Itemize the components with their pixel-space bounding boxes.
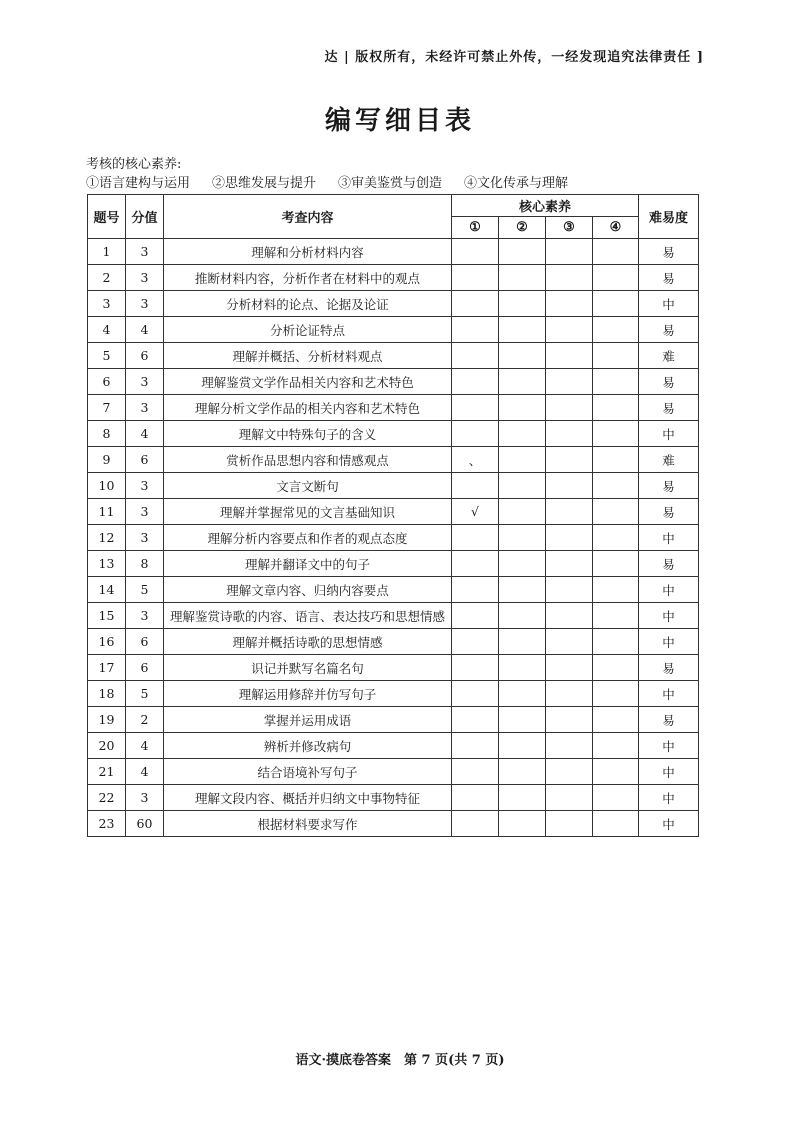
table-row: [88, 291, 699, 317]
cell-core-4: [593, 265, 639, 291]
cell-difficulty: 易: [639, 369, 699, 395]
cell-core-1: [452, 681, 499, 707]
copyright-note: 达 | 版权所有，未经许可禁止外传，一经发现追究法律责任 ]: [324, 50, 704, 65]
cell-difficulty: 易: [639, 239, 699, 265]
cell-core-4: [593, 655, 639, 681]
cell-num: 2: [88, 265, 126, 291]
specification-table: [87, 194, 699, 837]
cell-core-4: [593, 629, 639, 655]
cell-score: 4: [126, 421, 164, 447]
cell-content: 理解鉴赏文学作品相关内容和艺术特色: [164, 369, 452, 395]
cell-core-2: [499, 395, 546, 421]
cell-num: 5: [88, 343, 126, 369]
cell-num: 4: [88, 317, 126, 343]
cell-core-4: [593, 369, 639, 395]
cell-core-3: [546, 603, 593, 629]
table-row: [88, 551, 699, 577]
table-row: [88, 603, 699, 629]
cell-content: 掌握并运用成语: [164, 707, 452, 733]
cell-score: 6: [126, 343, 164, 369]
table-row: [88, 759, 699, 785]
cell-content: 推断材料内容，分析作者在材料中的观点: [164, 265, 452, 291]
cell-core-2: [499, 369, 546, 395]
header-core-1: ①: [452, 217, 499, 239]
cell-core-2: [499, 421, 546, 447]
cell-core-2: [499, 551, 546, 577]
cell-core-4: [593, 577, 639, 603]
cell-core-1: √: [452, 499, 499, 525]
cell-content: 理解并翻译文中的句子: [164, 551, 452, 577]
cell-score: 6: [126, 655, 164, 681]
cell-difficulty: 易: [639, 707, 699, 733]
table-row: [88, 239, 699, 265]
cell-content: 理解运用修辞并仿写句子: [164, 681, 452, 707]
table-row: [88, 317, 699, 343]
cell-core-1: [452, 421, 499, 447]
cell-num: 13: [88, 551, 126, 577]
cell-core-3: [546, 811, 593, 837]
cell-content: 理解分析文学作品的相关内容和艺术特色: [164, 395, 452, 421]
cell-num: 19: [88, 707, 126, 733]
core-literacy-list: [86, 172, 568, 191]
cell-core-2: [499, 291, 546, 317]
cell-core-4: [593, 473, 639, 499]
cell-difficulty: 中: [639, 759, 699, 785]
cell-core-1: [452, 811, 499, 837]
cell-core-4: [593, 785, 639, 811]
header-core-4: ④: [593, 217, 639, 239]
cell-core-3: [546, 265, 593, 291]
cell-core-4: [593, 499, 639, 525]
cell-core-1: [452, 603, 499, 629]
cell-score: 5: [126, 577, 164, 603]
table-row: [88, 785, 699, 811]
cell-core-3: [546, 785, 593, 811]
cell-difficulty: 中: [639, 681, 699, 707]
cell-core-3: [546, 421, 593, 447]
cell-core-4: [593, 681, 639, 707]
cell-difficulty: 中: [639, 785, 699, 811]
cell-core-2: [499, 707, 546, 733]
cell-num: 22: [88, 785, 126, 811]
cell-core-2: [499, 655, 546, 681]
cell-content: 理解和分析材料内容: [164, 239, 452, 265]
cell-difficulty: 易: [639, 265, 699, 291]
header-core-2: ②: [499, 217, 546, 239]
core-literacy-label: 考核的核心素养:: [86, 157, 182, 172]
cell-content: 赏析作品思想内容和情感观点: [164, 447, 452, 473]
cell-core-3: [546, 317, 593, 343]
cell-core-3: [546, 395, 593, 421]
table-row: [88, 447, 699, 473]
cell-core-3: [546, 733, 593, 759]
cell-core-3: [546, 369, 593, 395]
table-row: [88, 525, 699, 551]
header-core: 核心素养: [452, 195, 639, 217]
table-row: [88, 499, 699, 525]
cell-content: 理解文段内容、概括并归纳文中事物特征: [164, 785, 452, 811]
cell-num: 9: [88, 447, 126, 473]
cell-difficulty: 中: [639, 421, 699, 447]
cell-core-1: [452, 317, 499, 343]
cell-content: 分析论证特点: [164, 317, 452, 343]
cell-num: 20: [88, 733, 126, 759]
cell-difficulty: 易: [639, 395, 699, 421]
cell-core-1: [452, 291, 499, 317]
header-content: 考查内容: [164, 195, 452, 239]
cell-core-1: [452, 785, 499, 811]
cell-core-4: [593, 291, 639, 317]
cell-core-3: [546, 629, 593, 655]
cell-core-1: [452, 395, 499, 421]
table-row: [88, 473, 699, 499]
cell-core-2: [499, 473, 546, 499]
table-row: [88, 577, 699, 603]
cell-score: 3: [126, 265, 164, 291]
core-item-2: ②思维发展与提升: [212, 176, 317, 191]
page-title: 编写细目表: [324, 106, 475, 136]
cell-difficulty: 易: [639, 499, 699, 525]
cell-core-4: [593, 239, 639, 265]
cell-core-4: [593, 317, 639, 343]
cell-score: 3: [126, 473, 164, 499]
header-score: 分值: [126, 195, 164, 239]
cell-core-3: [546, 473, 593, 499]
cell-difficulty: 难: [639, 343, 699, 369]
cell-num: 10: [88, 473, 126, 499]
cell-core-3: [546, 499, 593, 525]
cell-core-4: [593, 707, 639, 733]
table-row: [88, 655, 699, 681]
cell-core-4: [593, 421, 639, 447]
cell-core-2: [499, 525, 546, 551]
cell-core-4: [593, 551, 639, 577]
cell-num: 18: [88, 681, 126, 707]
cell-core-3: [546, 343, 593, 369]
table-row: [88, 733, 699, 759]
cell-difficulty: 中: [639, 811, 699, 837]
cell-core-2: [499, 447, 546, 473]
cell-core-2: [499, 343, 546, 369]
cell-core-2: [499, 577, 546, 603]
cell-core-2: [499, 603, 546, 629]
cell-core-3: [546, 447, 593, 473]
cell-core-1: [452, 707, 499, 733]
cell-num: 16: [88, 629, 126, 655]
cell-score: 2: [126, 707, 164, 733]
cell-difficulty: 中: [639, 603, 699, 629]
cell-content: 识记并默写名篇名句: [164, 655, 452, 681]
cell-score: 3: [126, 369, 164, 395]
cell-num: 17: [88, 655, 126, 681]
cell-core-1: [452, 343, 499, 369]
cell-core-1: [452, 265, 499, 291]
cell-content: 理解分析内容要点和作者的观点态度: [164, 525, 452, 551]
cell-core-1: [452, 551, 499, 577]
cell-num: 14: [88, 577, 126, 603]
cell-score: 3: [126, 395, 164, 421]
cell-difficulty: 中: [639, 577, 699, 603]
cell-core-2: [499, 629, 546, 655]
cell-core-4: [593, 343, 639, 369]
cell-score: 4: [126, 759, 164, 785]
table-row: [88, 395, 699, 421]
cell-core-4: [593, 759, 639, 785]
cell-core-4: [593, 447, 639, 473]
cell-core-3: [546, 759, 593, 785]
cell-core-2: [499, 265, 546, 291]
table-row: [88, 421, 699, 447]
cell-core-3: [546, 681, 593, 707]
cell-core-3: [546, 551, 593, 577]
cell-core-1: [452, 629, 499, 655]
cell-core-1: 、: [452, 447, 499, 473]
cell-score: 5: [126, 681, 164, 707]
cell-core-3: [546, 525, 593, 551]
cell-score: 3: [126, 291, 164, 317]
cell-num: 11: [88, 499, 126, 525]
cell-difficulty: 中: [639, 525, 699, 551]
cell-core-3: [546, 239, 593, 265]
cell-score: 3: [126, 239, 164, 265]
cell-content: 理解鉴赏诗歌的内容、语言、表达技巧和思想情感: [164, 603, 452, 629]
cell-core-2: [499, 785, 546, 811]
cell-score: 8: [126, 551, 164, 577]
cell-core-2: [499, 317, 546, 343]
cell-content: 结合语境补写句子: [164, 759, 452, 785]
cell-core-1: [452, 733, 499, 759]
table-row: [88, 681, 699, 707]
cell-num: 7: [88, 395, 126, 421]
cell-content: 理解并掌握常见的文言基础知识: [164, 499, 452, 525]
table-row: [88, 343, 699, 369]
cell-core-1: [452, 759, 499, 785]
cell-content: 辨析并修改病句: [164, 733, 452, 759]
cell-score: 3: [126, 525, 164, 551]
cell-difficulty: 中: [639, 733, 699, 759]
cell-difficulty: 易: [639, 551, 699, 577]
cell-score: 6: [126, 629, 164, 655]
header-core-3: ③: [546, 217, 593, 239]
table-row: [88, 707, 699, 733]
cell-num: 3: [88, 291, 126, 317]
cell-core-1: [452, 577, 499, 603]
cell-core-4: [593, 395, 639, 421]
cell-num: 8: [88, 421, 126, 447]
table-row: [88, 629, 699, 655]
cell-difficulty: 中: [639, 629, 699, 655]
cell-core-4: [593, 811, 639, 837]
table-row: [88, 369, 699, 395]
core-item-4: ④文化传承与理解: [464, 176, 569, 191]
cell-content: 理解文章内容、归纳内容要点: [164, 577, 452, 603]
cell-difficulty: 易: [639, 655, 699, 681]
core-item-3: ③审美鉴赏与创造: [338, 176, 443, 191]
cell-score: 4: [126, 317, 164, 343]
table-row: [88, 811, 699, 837]
cell-core-3: [546, 707, 593, 733]
cell-num: 1: [88, 239, 126, 265]
cell-content: 文言文断句: [164, 473, 452, 499]
header-difficulty: 难易度: [639, 195, 699, 239]
cell-difficulty: 易: [639, 473, 699, 499]
cell-core-1: [452, 655, 499, 681]
cell-difficulty: 难: [639, 447, 699, 473]
cell-core-1: [452, 525, 499, 551]
cell-core-2: [499, 681, 546, 707]
header-num: 题号: [88, 195, 126, 239]
page-footer: 语文·摸底卷答案 第 7 页(共 7 页): [295, 1053, 505, 1068]
cell-score: 6: [126, 447, 164, 473]
cell-core-4: [593, 603, 639, 629]
cell-core-2: [499, 733, 546, 759]
cell-core-4: [593, 525, 639, 551]
cell-core-2: [499, 759, 546, 785]
cell-score: 3: [126, 499, 164, 525]
cell-num: 15: [88, 603, 126, 629]
cell-core-2: [499, 811, 546, 837]
cell-core-2: [499, 499, 546, 525]
cell-core-3: [546, 655, 593, 681]
cell-content: 理解并概括诗歌的思想情感: [164, 629, 452, 655]
cell-score: 60: [126, 811, 164, 837]
cell-num: 23: [88, 811, 126, 837]
cell-num: 21: [88, 759, 126, 785]
cell-score: 4: [126, 733, 164, 759]
cell-num: 12: [88, 525, 126, 551]
core-item-1: ①语言建构与运用: [86, 176, 191, 191]
cell-core-2: [499, 239, 546, 265]
table-row: [88, 265, 699, 291]
cell-content: 理解并概括、分析材料观点: [164, 343, 452, 369]
cell-difficulty: 易: [639, 317, 699, 343]
cell-core-3: [546, 577, 593, 603]
cell-core-1: [452, 239, 499, 265]
cell-core-4: [593, 733, 639, 759]
cell-content: 理解文中特殊句子的含义: [164, 421, 452, 447]
cell-content: 分析材料的论点、论据及论证: [164, 291, 452, 317]
cell-core-1: [452, 369, 499, 395]
cell-content: 根据材料要求写作: [164, 811, 452, 837]
cell-difficulty: 中: [639, 291, 699, 317]
cell-core-1: [452, 473, 499, 499]
cell-score: 3: [126, 785, 164, 811]
cell-num: 6: [88, 369, 126, 395]
cell-score: 3: [126, 603, 164, 629]
cell-core-3: [546, 291, 593, 317]
